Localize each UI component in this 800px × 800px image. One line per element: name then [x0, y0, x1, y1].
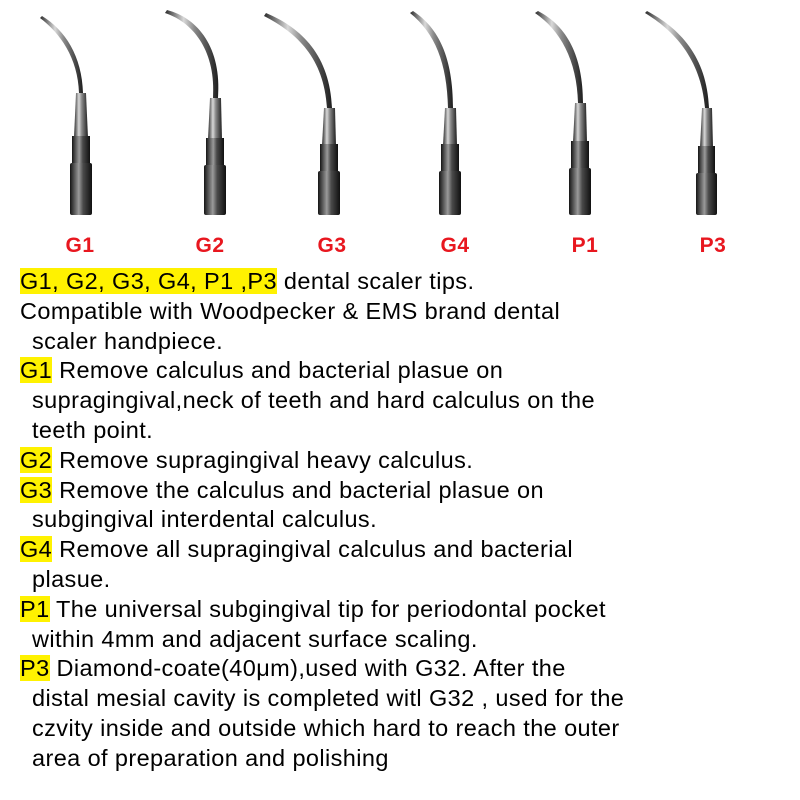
item-g3-line-2: subgingival interdental calculus. — [32, 506, 378, 533]
item-g4-line-2: plasue. — [32, 565, 111, 592]
tip-label-g2: G2 — [195, 234, 225, 257]
product-description — [20, 267, 790, 774]
scaler-tip-p3-illustration — [653, 8, 773, 228]
item-p3-line-1 — [20, 654, 790, 684]
item-g2-line-1 — [20, 446, 790, 476]
scaler-tip-g2-illustration — [150, 8, 270, 228]
scaler-tip-g3-illustration — [272, 8, 392, 228]
item-p3-line-2: distal mesial cavity is completed witl G32 , used for the — [32, 685, 625, 712]
scaler-tip-p1-illustration — [525, 8, 645, 228]
scaler-tip-p1 — [525, 8, 645, 262]
scaler-tip-g4 — [395, 8, 515, 262]
scaler-tip-g1 — [20, 8, 140, 262]
item-g1-text: Remove calculus and bacterial plasue on — [52, 357, 504, 384]
item-g2-text: Remove supragingival heavy calculus. — [52, 446, 474, 473]
item-g4-line-1 — [20, 535, 790, 565]
scaler-tip-g3 — [272, 8, 392, 262]
tip-label-g4: G4 — [440, 234, 470, 257]
item-p3-line-4: area of preparation and polishing — [32, 744, 389, 771]
item-g4-text: Remove all supragingival calculus and bacterial — [52, 536, 573, 563]
intro-text: dental scaler tips. — [276, 268, 475, 294]
tip-label-p1: P1 — [571, 234, 599, 257]
item-g4-code: G4 — [20, 536, 53, 563]
item-g1-line-2: supragingival,neck of teeth and hard calculus on the — [32, 387, 595, 414]
scaler-tip-g2 — [150, 8, 270, 262]
item-g3-line-1 — [20, 476, 790, 506]
scaler-tip-g4-illustration — [395, 8, 515, 228]
compat-line-2: scaler handpiece. — [32, 327, 224, 354]
item-p1-text: The universal subgingival tip for periodontal pocket — [49, 595, 606, 622]
scaler-tip-p3 — [653, 8, 773, 262]
item-p3-line-3: czvity inside and outside which hard to reach the outer — [32, 714, 620, 741]
tip-label-p3: P3 — [699, 234, 727, 257]
item-p1-line-1 — [20, 595, 790, 625]
item-g3-code: G3 — [20, 476, 53, 503]
intro-line — [20, 267, 790, 297]
item-g2-code: G2 — [20, 446, 53, 473]
scaler-tip-g1-illustration — [20, 8, 140, 228]
item-g1-line-1 — [20, 356, 790, 386]
item-p1-line-2: within 4mm and adjacent surface scaling. — [32, 625, 478, 652]
item-g1-line-3: teeth point. — [32, 416, 154, 443]
tip-label-g1: G1 — [65, 234, 95, 257]
scaler-tips-image — [0, 0, 800, 262]
compat-line-1: Compatible with Woodpecker & EMS brand dental — [20, 297, 561, 324]
item-p1-code: P1 — [20, 595, 50, 622]
item-g1-code: G1 — [20, 357, 53, 384]
item-p3-code: P3 — [20, 655, 50, 682]
item-p3-text: Diamond-coate(40μm),used with G32. After the — [49, 655, 566, 682]
tip-label-g3: G3 — [317, 234, 347, 257]
item-g3-text: Remove the calculus and bacterial plasue on — [52, 476, 544, 503]
intro-codes-highlight: G1, G2, G3, G4, P1 ,P3 — [20, 268, 277, 294]
